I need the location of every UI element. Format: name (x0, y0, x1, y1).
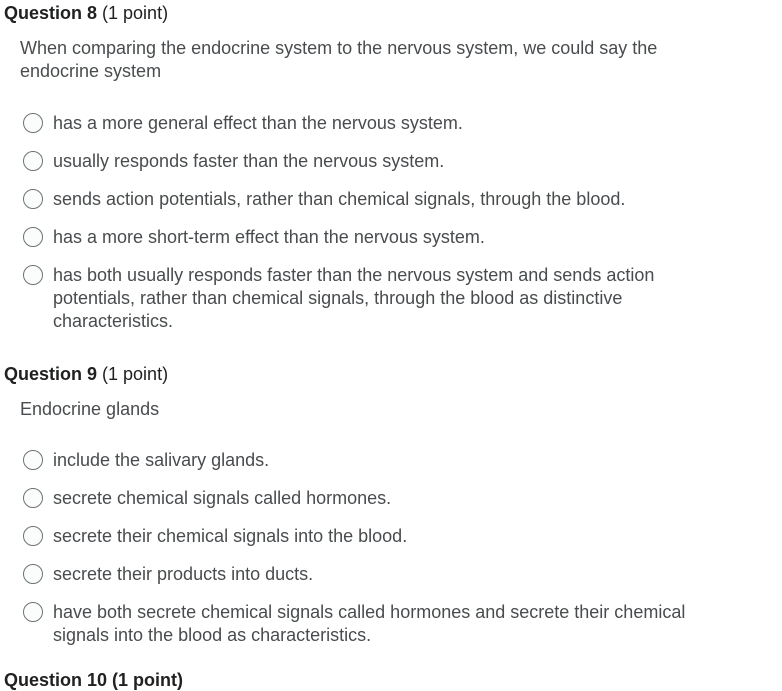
choice-label: usually responds faster than the nervous system. (53, 151, 445, 171)
radio-button[interactable] (23, 265, 43, 285)
question-heading (4, 363, 168, 385)
question-stem: Endocrine glands (20, 399, 160, 419)
question-heading (4, 2, 168, 24)
radio-button[interactable] (23, 113, 43, 133)
choice-label: secrete their chemical signals into the blood. (53, 526, 408, 546)
radio-button[interactable] (23, 189, 43, 209)
choice-label: has a more short-term effect than the nervous system. (53, 227, 485, 247)
choice-label: secrete chemical signals called hormones. (53, 488, 392, 508)
radio-button[interactable] (23, 450, 43, 470)
choice-label: has both usually responds faster than the nervous system and sends action potentials, rather than chemical signals, through the blood as distinctive characteristics. (53, 265, 655, 331)
radio-button[interactable] (23, 151, 43, 171)
radio-button[interactable] (23, 602, 43, 622)
next-question-heading: Question 10 (1 point) (4, 670, 184, 690)
radio-button[interactable] (23, 526, 43, 546)
radio-button[interactable] (23, 488, 43, 508)
question-points: (1 point) (102, 364, 169, 384)
choice-label: sends action potentials, rather than chemical signals, through the blood. (53, 189, 626, 209)
choice-label: secrete their products into ducts. (53, 564, 314, 584)
question-title: Question 8 (4, 3, 98, 23)
question-stem: When comparing the endocrine system to the nervous system, we could say the endocrine system (20, 38, 658, 81)
choice-label: has a more general effect than the nervous system. (53, 113, 463, 133)
question-points: (1 point) (102, 3, 169, 23)
choice-label: include the salivary glands. (53, 450, 270, 470)
choice-label: have both secrete chemical signals called hormones and secrete their chemical signals into the blood as characteristics. (53, 602, 686, 645)
question-title: Question 9 (4, 364, 98, 384)
radio-button[interactable] (23, 564, 43, 584)
radio-button[interactable] (23, 227, 43, 247)
